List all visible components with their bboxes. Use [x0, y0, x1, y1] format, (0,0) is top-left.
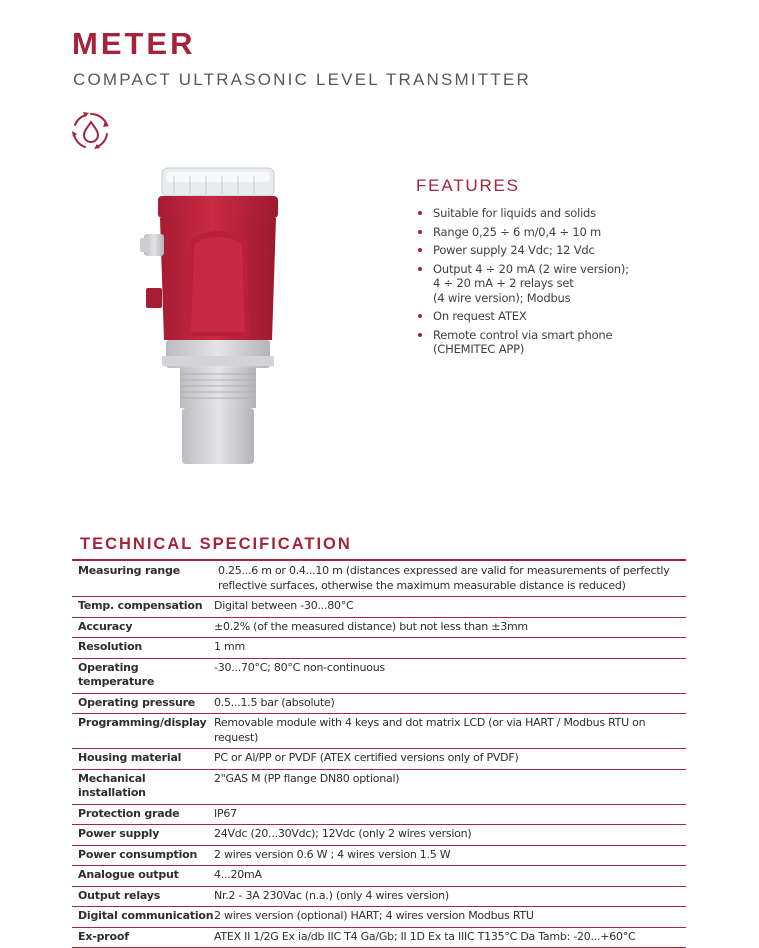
- feature-text: Suitable for liquids and solids: [433, 206, 596, 220]
- spec-value: ATEX II 1/2G Ex ia/db IIC T4 Ga/Gb; II 1D Ex ta IIIC T135°C Da Tamb: -20...+60°C: [214, 929, 636, 943]
- spec-label: Analogue output: [78, 868, 179, 881]
- table-row: [72, 597, 686, 618]
- feature-text: Remote control via smart phone (CHEMITEC APP): [433, 327, 613, 356]
- spec-label: Ex-proof: [78, 929, 129, 943]
- spec-divider: [72, 559, 686, 561]
- spec-value: 0.25...6 m or 0.4...10 m (distances expressed are valid for measurements of perfectly reflective surfaces, otherwise the maximum measurable distance is reduced): [218, 564, 670, 592]
- spec-value: PC or Al/PP or PVDF (ATEX certified versions only of PVDF): [214, 751, 519, 764]
- spec-label: Resolution: [78, 640, 143, 653]
- feature-item: [416, 206, 706, 221]
- spec-value: 2 wires version (optional) HART; 4 wires version Modbus RTU: [214, 909, 534, 922]
- spec-value: Digital between -30...80°C: [214, 599, 354, 612]
- spec-label: Output relays: [78, 888, 161, 902]
- spec-value: 24Vdc (20...30Vdc); 12Vdc (only 2 wires version): [214, 827, 472, 840]
- table-row: [72, 825, 686, 846]
- spec-value: IP67: [214, 806, 237, 820]
- spec-value: 4...20mA: [214, 868, 262, 881]
- table-row: [72, 617, 686, 638]
- spec-label: Power consumption: [78, 847, 198, 861]
- spec-value: Nr.2 - 3A 230Vac (n.a.) (only 4 wires version): [214, 888, 449, 902]
- spec-value: ±0.2% (of the measured distance) but not less than ±3mm: [214, 619, 528, 633]
- table-row: [72, 658, 686, 693]
- table-row: [72, 886, 686, 907]
- feature-text: Range 0,25 ÷ 6 m/0,4 ÷ 10 m: [433, 224, 602, 239]
- spec-label: Housing material: [78, 751, 182, 764]
- feature-item: [416, 262, 706, 306]
- feature-text: Output 4 ÷ 20 mA (2 wire version); 4 ÷ 20 mA + 2 relays set (4 wire version); Modbus: [433, 261, 629, 305]
- feature-item: [416, 328, 706, 357]
- spec-label: Programming/display: [78, 716, 207, 729]
- page-title: METER: [72, 26, 196, 61]
- spec-label: Protection grade: [78, 806, 180, 820]
- spec-label: Digital communication: [78, 909, 214, 922]
- table-row: [72, 638, 686, 659]
- features-title: FEATURES: [416, 176, 520, 195]
- table-row: [72, 749, 686, 770]
- spec-label: Operating pressure: [78, 695, 196, 709]
- spec-value: -30...70°C; 80°C non-continuous: [214, 660, 385, 674]
- spec-value: Removable module with 4 keys and dot matrix LCD (or via HART / Modbus RTU on request): [214, 716, 646, 744]
- table-row: [72, 804, 686, 825]
- feature-text: On request ATEX: [433, 309, 527, 323]
- table-row: [72, 866, 686, 887]
- spec-value: 1 mm: [214, 640, 245, 653]
- spec-label: Measuring range: [78, 564, 180, 577]
- spec-label: Power supply: [78, 827, 160, 840]
- liquid-drop-cycle-icon: [70, 110, 112, 152]
- spec-label: Mechanical installation: [78, 771, 146, 799]
- table-row: [72, 845, 686, 866]
- table-row: [72, 562, 686, 597]
- table-row: [72, 714, 686, 749]
- features-list: [416, 206, 706, 361]
- table-row: [72, 769, 686, 804]
- spec-value: 2 wires version 0.6 W ; 4 wires version 1.5 W: [214, 847, 451, 861]
- spec-label: Operating temperature: [78, 660, 155, 688]
- spec-title: TECHNICAL SPECIFICATION: [80, 535, 352, 553]
- page-subtitle: COMPACT ULTRASONIC LEVEL TRANSMITTER: [73, 70, 531, 89]
- table-row: [72, 693, 686, 714]
- table-row: [72, 907, 686, 928]
- feature-item: [416, 309, 706, 324]
- spec-value: 0.5...1.5 bar (absolute): [214, 695, 335, 709]
- spec-value: 2"GAS M (PP flange DN80 optional): [214, 771, 400, 785]
- spec-table: [72, 562, 686, 948]
- feature-item: [416, 225, 706, 240]
- product-image: [140, 160, 300, 470]
- spec-label: Temp. compensation: [78, 599, 203, 612]
- feature-text: Power supply 24 Vdc; 12 Vdc: [433, 243, 595, 257]
- table-row: [72, 927, 686, 948]
- feature-item: [416, 243, 706, 258]
- spec-label: Accuracy: [78, 619, 133, 633]
